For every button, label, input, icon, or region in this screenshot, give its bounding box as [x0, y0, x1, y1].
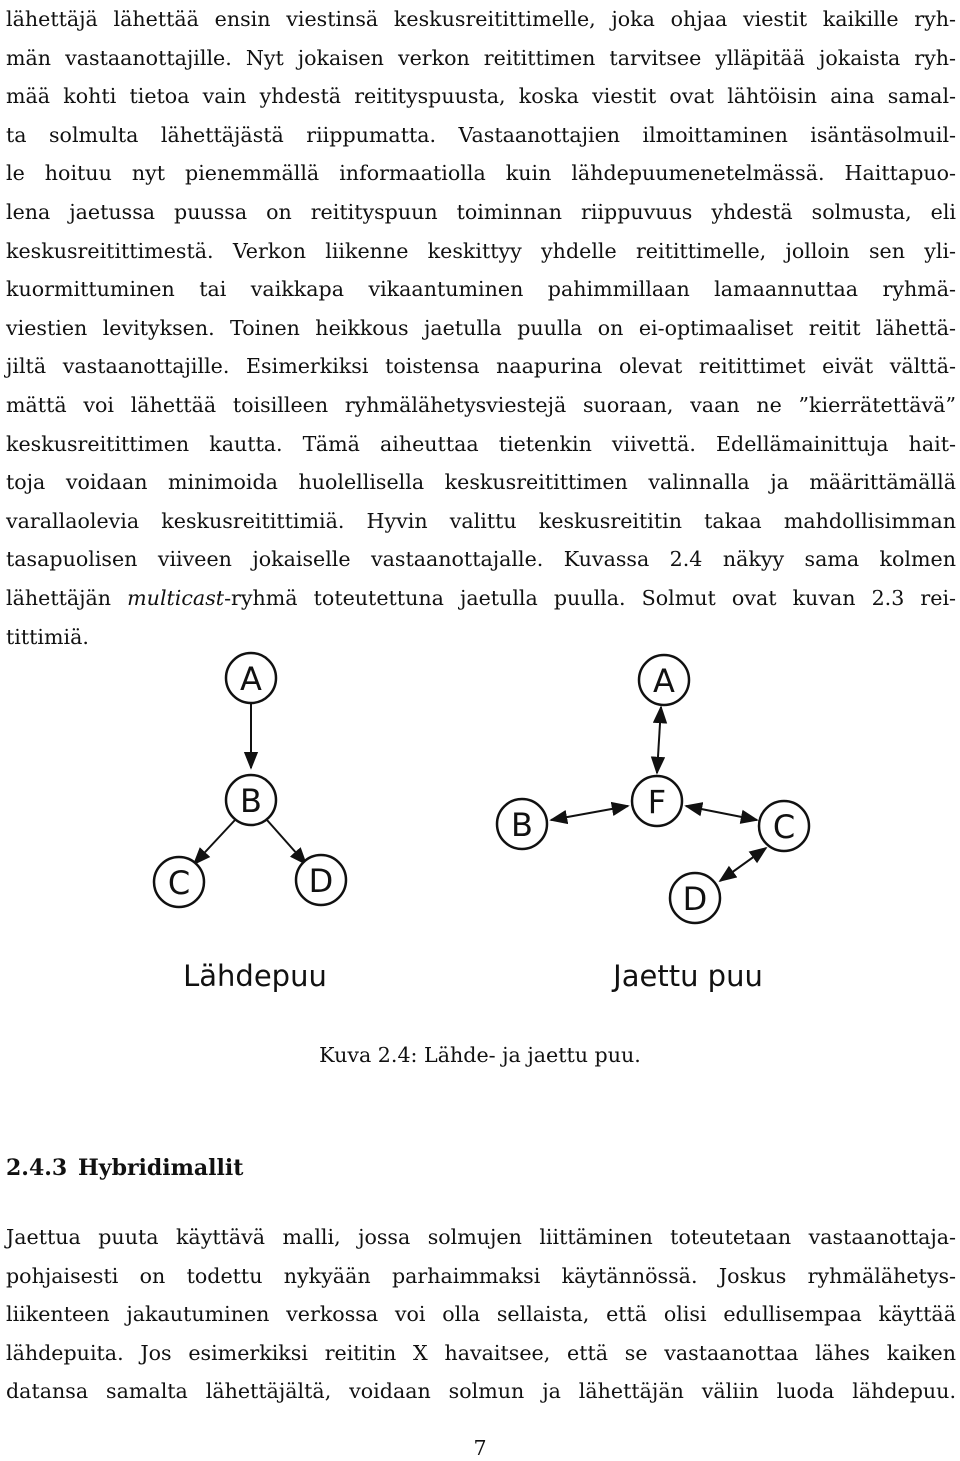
node-a-label: A: [240, 660, 262, 698]
text-line: toja voidaan minimoida huolellisella keskusreitittimen valinnalla ja määrittämällä: [6, 470, 956, 495]
text-line: lähettäjä lähettää ensin viestinsä keskusreitittimelle, joka ohjaa viestit kaikille ryh-: [6, 7, 956, 31]
node-b-label: B: [511, 806, 533, 844]
text-line: ta solmulta lähettäjästä riippumatta. Vastaanottajien ilmoittaminen isäntäsolmuil-: [6, 122, 956, 147]
shared-tree-title: Jaettu puu: [613, 959, 763, 993]
text-line: viestien levityksen. Toinen heikkous jaetulla puulla on ei-optimaaliset reitit lähettä-: [6, 315, 956, 340]
edge-b-f: [551, 806, 628, 820]
node-c-label: C: [772, 808, 796, 846]
edge-b-d: [267, 820, 306, 864]
text-line: tasapuolisen viiveen jokaiselle vastaanottajalle. Kuvassa 2.4 näkyy sama kolmen: [6, 547, 956, 572]
page-number: 7: [473, 1436, 487, 1460]
text-line: lähdepuita. Jos esimerkiksi reititin X havaitsee, että se vastaanottaa lähes kaiken: [6, 1340, 956, 1365]
text-line: keskusreitittimestä. Verkon liikenne keskittyy yhdelle reitittimelle, jolloin sen yli-: [6, 238, 956, 263]
paragraph-shared-tree: [6, 0, 956, 656]
shared-tree: [497, 655, 809, 993]
source-tree: [154, 653, 346, 993]
text-line: liikenteen jakautuminen verkossa voi olla sellaista, että olisi edullisempaa käyttää: [6, 1302, 956, 1327]
text-line: kuormittuminen tai vaikkapa vikaantuminen pahimmillaan lamaannuttaa ryhmä-: [6, 277, 956, 302]
section-title: Hybridimallit: [78, 1155, 244, 1181]
text-line: pohjaisesti on todettu nykyään parhaimmaksi käytännössä. Joskus ryhmälähetys-: [6, 1263, 956, 1288]
text-line: keskusreitittimen kautta. Tämä aiheuttaa tietenkin viivettä. Edellämainittuja hait-: [6, 431, 956, 456]
text-line: le hoituu nyt pienemmällä informaatiolla kuin lähdepuumenetelmässä. Haittapuo-: [6, 161, 956, 186]
text-line: datansa samalta lähettäjältä, voidaan solmun ja lähettäjän väliin luoda lähdepuu.: [6, 1379, 956, 1404]
node-b-label: B: [240, 782, 262, 820]
figure-trees: [140, 640, 840, 1010]
paragraph-hybrid-models: [6, 1218, 956, 1411]
node-d-label: D: [682, 880, 708, 918]
text-run: lähettäjän: [6, 585, 128, 610]
edge-a-f: [657, 707, 661, 773]
section-number: 2.4.3: [6, 1155, 68, 1181]
node-c-label: C: [167, 864, 191, 902]
edge-f-c: [686, 806, 757, 820]
text-line: jiltä vastaanottajille. Esimerkiksi toistensa naapurina olevat reitittimet eivät välttä-: [6, 354, 956, 379]
text-line: mää kohti tietoa vain yhdestä reitityspuusta, koska viestit ovat lähtöisin aina samal-: [6, 84, 956, 109]
text-line: tittimiä.: [6, 624, 89, 649]
node-a-label: A: [653, 662, 675, 700]
source-tree-title: Lähdepuu: [183, 959, 327, 993]
edge-b-c: [194, 820, 235, 864]
text-line: Jaettua puuta käyttävä malli, jossa solmujen liittäminen toteutetaan vastaanottaja-: [6, 1225, 956, 1249]
text-run: -ryhmä toteutettuna jaetulla puulla. Solmut ovat kuvan 2.3 rei-: [224, 585, 956, 610]
text-line: varallaolevia keskusreitittimiä. Hyvin valittu keskusreititin takaa mahdollisimman: [6, 508, 956, 533]
text-line: mättä voi lähettää toisilleen ryhmälähetysviestejä suoraan, vaan ne ”kierrätettävä”: [6, 392, 956, 417]
text-line: män vastaanottajille. Nyt jokaisen verkon reitittimen tarvitsee ylläpitää jokaista ryh-: [6, 45, 956, 70]
node-f-label: F: [647, 783, 667, 821]
emphasis-multicast: multicast: [127, 585, 225, 610]
section-heading: [6, 1155, 243, 1181]
edge-d-c: [720, 848, 766, 881]
text-line: lena jaetussa puussa on reitityspuun toiminnan riippuvuus yhdestä solmusta, eli: [6, 199, 956, 224]
text-line: [6, 579, 956, 618]
node-d-label: D: [308, 862, 334, 900]
figure-caption: Kuva 2.4: Lähde- ja jaettu puu.: [319, 1043, 641, 1067]
tree-diagram: [140, 640, 840, 1010]
